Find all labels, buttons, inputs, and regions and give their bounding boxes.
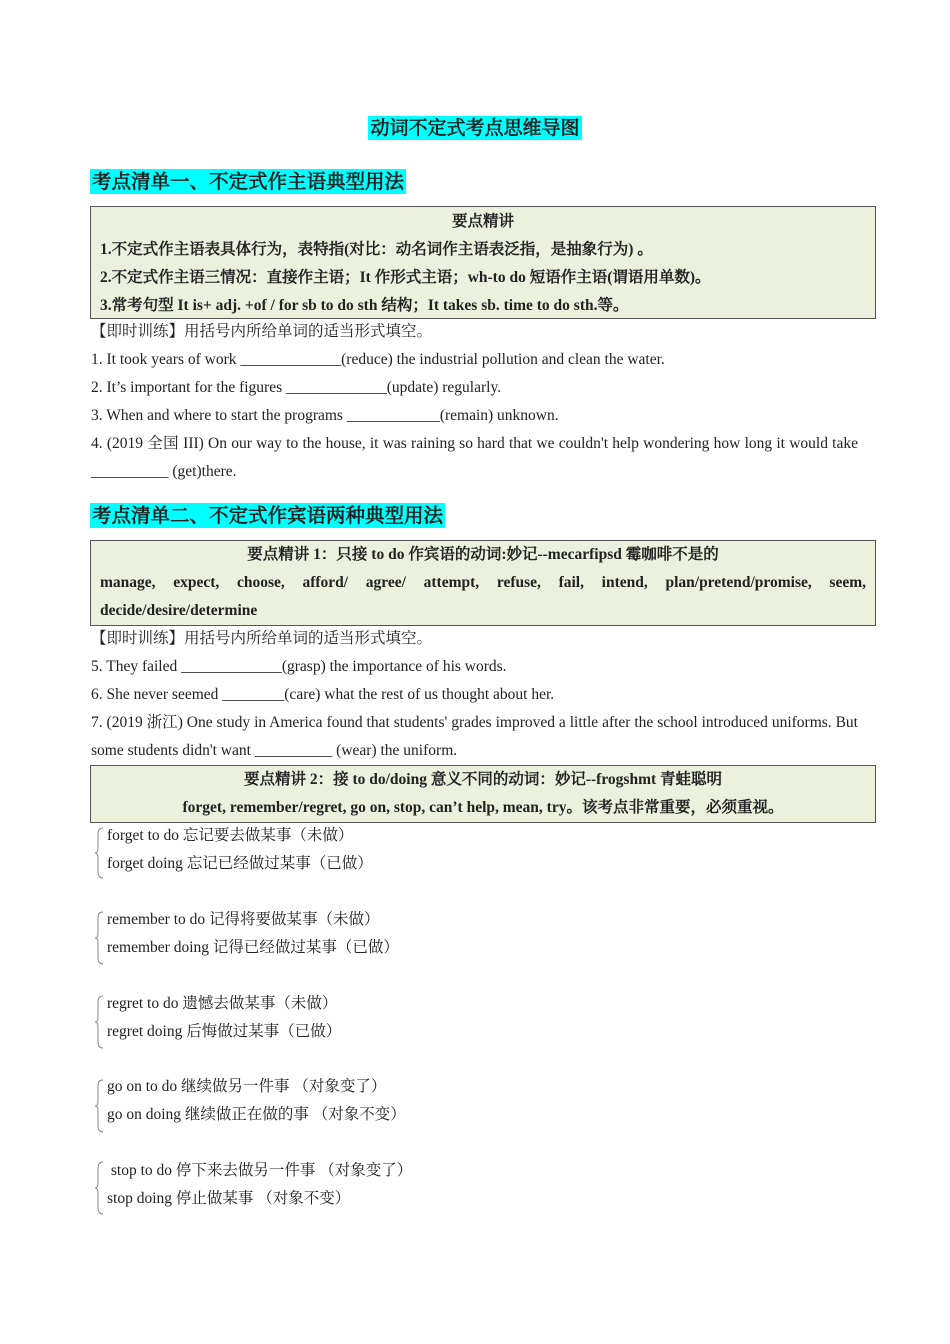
brace-icon bbox=[94, 994, 106, 1050]
remember-doing: remember doing 记得已经做过某事（已做） bbox=[107, 939, 399, 956]
box-1-point-2: 2.不定式作主语三情况：直接作主语；It 作形式主语；wh-to do 短语作主语(谓语用单数)。 bbox=[100, 269, 711, 286]
practice-instruction-1: 【即时训练】用括号内所给单词的适当形式填空。 bbox=[91, 323, 433, 340]
brace-icon bbox=[94, 826, 106, 880]
box-1-point-3: 3.常考句型 It is+ adj. +of / for sb to do sth 结构；It takes sb. time to do sth.等。 bbox=[100, 297, 629, 314]
question-2: 2. It’s important for the figures _____________(update) regularly. bbox=[91, 379, 502, 396]
question-7: 7. (2019 浙江) One study in America found that students' grades improved a little after the school introduced uniforms. But some students didn't want __________ (wear) the uniform. bbox=[91, 714, 858, 759]
stop-to-do: stop to do 停下来去做另一件事 （对象变了） bbox=[107, 1162, 413, 1179]
question-3: 3. When and where to start the programs ____________(remain) unknown. bbox=[91, 407, 559, 424]
go-on-to-do: go on to do 继续做另一件事 （对象变了） bbox=[107, 1078, 387, 1095]
brace-icon bbox=[94, 1160, 106, 1216]
section-1-heading: 考点清单一、不定式作主语典型用法 bbox=[92, 170, 405, 193]
question-6: 6. She never seemed ________(care) what the rest of us thought about her. bbox=[91, 686, 555, 703]
regret-to-do: regret to do 遗憾去做某事（未做） bbox=[107, 995, 338, 1012]
key-points-box-2 bbox=[90, 540, 876, 626]
remember-to-do: remember to do 记得将要做某事（未做） bbox=[107, 911, 380, 928]
forget-to-do: forget to do 忘记要去做某事（未做） bbox=[107, 827, 354, 844]
practice-instruction-2: 【即时训练】用括号内所给单词的适当形式填空。 bbox=[91, 630, 433, 647]
brace-icon bbox=[94, 910, 106, 966]
question-1: 1. It took years of work _____________(reduce) the industrial pollution and clean the water. bbox=[91, 351, 665, 368]
stop-doing: stop doing 停止做某事 （对象不变） bbox=[107, 1190, 351, 1207]
page-title: 动词不定式考点思维导图 bbox=[370, 117, 580, 139]
key-points-box-3 bbox=[90, 765, 876, 823]
go-on-doing: go on doing 继续做正在做的事 （对象不变） bbox=[107, 1106, 406, 1123]
box-1-header: 要点精讲 bbox=[451, 213, 514, 230]
box-3-header: 要点精讲 2：接 to do/doing 意义不同的动词：妙记--frogshmt 青蛙聪明 bbox=[243, 771, 723, 788]
question-5: 5. They failed _____________(grasp) the importance of his words. bbox=[91, 658, 507, 675]
forget-doing: forget doing 忘记已经做过某事（已做） bbox=[107, 855, 373, 872]
key-points-box-1 bbox=[90, 206, 876, 319]
question-4: 4. (2019 全国 III) On our way to the house, it was raining so hard that we couldn't help wondering how long it would take __________ (get)there. bbox=[91, 435, 858, 480]
box-2-header: 要点精讲 1：只接 to do 作宾语的动词:妙记--mecarfipsd 霉咖啡不是的 bbox=[247, 546, 719, 563]
brace-icon bbox=[94, 1078, 106, 1134]
box-3-verb-list: forget, remember/regret, go on, stop, can’t help, mean, try。该考点非常重要，必须重视。 bbox=[182, 799, 784, 816]
section-2-heading: 考点清单二、不定式作宾语两种典型用法 bbox=[92, 504, 444, 527]
box-1-point-1: 1.不定式作主语表具体行为，表特指(对比：动名词作主语表泛指，是抽象行为) 。 bbox=[100, 241, 653, 258]
regret-doing: regret doing 后悔做过某事（已做） bbox=[107, 1023, 342, 1040]
box-2-verb-list: manage, expect, choose, afford/ agree/ attempt, refuse, fail, intend, plan/pretend/promise, seem, decide/desire/determine bbox=[100, 574, 866, 619]
